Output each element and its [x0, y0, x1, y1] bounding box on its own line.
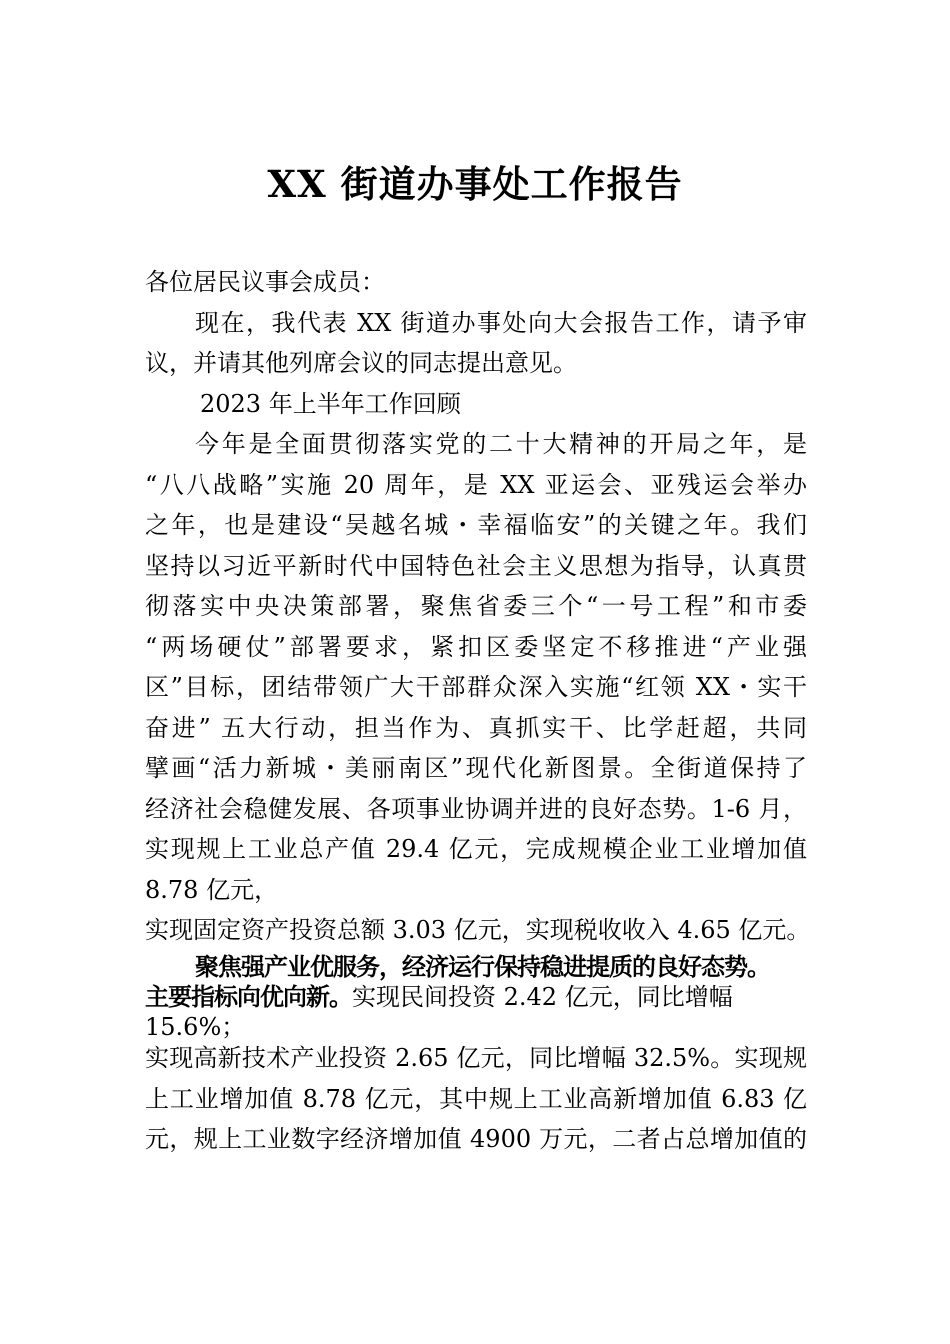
review-line-2: “八八战略”实施 20 周年，是 XX 亚运会、亚残运会举办 — [145, 470, 807, 499]
review-line-8: 奋进” 五大行动，担当作为、真抓实干、比学赶超，共同 — [145, 713, 807, 742]
detail-line-2: 上工业增加值 8.78 亿元，其中规上工业高新增加值 6.83 亿 — [145, 1084, 807, 1113]
highlight-block — [145, 952, 807, 1042]
highlight-heading: 聚焦强产业优服务，经济运行保持稳进提质的良好态势。 — [195, 953, 770, 981]
review-line-11: 实现规上工业总产值 29.4 亿元，完成规模企业工业增加值 — [145, 835, 807, 863]
salutation: 各位居民议事会成员： — [145, 268, 385, 296]
document-body-upper — [145, 262, 811, 951]
review-line-10: 经济社会稳健发展、各项事业协调并进的良好态势。1-6 月， — [145, 794, 807, 823]
document-body-lower — [145, 1038, 807, 1160]
section-heading: 2023 年上半年工作回顾 — [200, 389, 461, 418]
review-line-9: 擘画“活力新城・美丽南区”现代化新图景。全街道保持了 — [145, 754, 807, 782]
investment-line: 实现固定资产投资总额 3.03 亿元，实现税收收入 4.65 亿元。 — [145, 916, 811, 944]
review-line-3: 之年，也是建设“吴越名城・幸福临安”的关键之年。我们 — [145, 511, 807, 539]
document-title: XX 街道办事处工作报告 — [267, 162, 683, 206]
highlight-tail: 15.6%； — [145, 1013, 246, 1041]
highlight-investment: 实现民间投资 2.42 亿元，同比增幅 — [352, 983, 733, 1011]
review-line-6: “两场硬仗”部署要求，紧扣区委坚定不移推进“产业强 — [145, 632, 807, 661]
detail-line-1: 实现高新技术产业投资 2.65 亿元，同比增幅 32.5%。实现规 — [145, 1044, 807, 1072]
review-line-1: 今年是全面贯彻落实党的二十大精神的开局之年，是 — [195, 430, 807, 458]
intro-line-1: 现在，我代表 XX 街道办事处向大会报告工作，请予审 — [195, 308, 807, 337]
review-line-7: 区”目标，团结带领广大干部群众深入实施“红领 XX・实干 — [145, 673, 807, 701]
detail-line-3: 元，规上工业数字经济增加值 4900 万元，二者占总增加值的 — [145, 1125, 807, 1153]
highlight-line-2 — [145, 982, 807, 1012]
review-line-4: 坚持以习近平新时代中国特色社会主义思想为指导，认真贯 — [145, 551, 807, 580]
highlight-subheading: 主要指标向优向新。 — [145, 983, 352, 1011]
review-line-12: 8.78 亿元， — [145, 875, 279, 904]
intro-line-2: 议，并请其他列席会议的同志提出意见。 — [145, 349, 577, 377]
review-line-5: 彻落实中央决策部署，聚焦省委三个“一号工程”和市委 — [145, 592, 807, 620]
